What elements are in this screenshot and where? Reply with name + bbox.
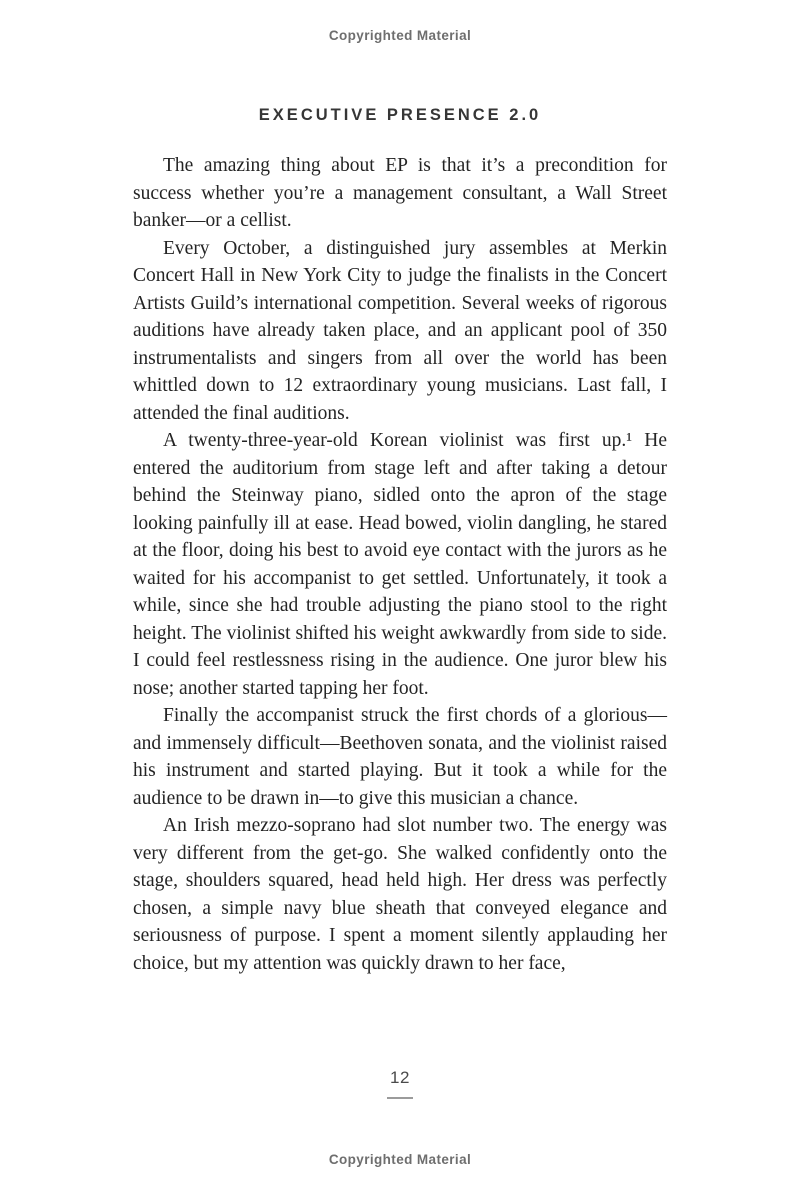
paragraph: A twenty-three-year-old Korean violinist was first up.¹ He entered the auditorium from stage left and after taking a detour behind the Steinway piano, sidled onto the apron of the stage looking painfully ill at ease. Head bowed, violin dangling, he stared at the floor, doing his best to avoid eye contact with the jurors as he waited for his accompanist to get settled. Unfortunately, it took a while, since she had trouble adjusting the piano stool to the right height. The violinist shifted his weight awkwardly from side to side. I could feel restlessness rising in the audience. One juror blew his nose; another started tapping her foot. — [133, 430, 667, 699]
page-number: 12 — [390, 1068, 410, 1087]
copyright-notice-bottom: Copyrighted Material — [328, 1152, 472, 1167]
chapter-title: EXECUTIVE PRESENCE 2.0 — [258, 106, 542, 124]
page-footer — [0, 1068, 800, 1099]
copyright-notice-top: Copyrighted Material — [328, 28, 472, 43]
paragraph: Finally the accompanist struck the first chords of a glorious—and immensely difficult—Beethoven sonata, and the violinist raised his instrument and started playing. But it took a while for the audience to be drawn in—to give this musician a chance. — [133, 705, 667, 809]
page-body — [133, 152, 667, 977]
paragraph: The amazing thing about EP is that it’s a precondition for success whether you’re a management consultant, a Wall Street banker—or a cellist. — [133, 155, 667, 231]
paragraph: An Irish mezzo-soprano had slot number two. The energy was very different from the get-go. She walked confidently onto the stage, shoulders squared, head held high. Her dress was perfectly chosen, a simple navy blue sheath that conveyed elegance and seriousness of purpose. I spent a moment silently applauding her choice, but my attention was quickly drawn to her face, — [133, 815, 667, 974]
page-number-rule — [387, 1097, 413, 1099]
paragraph: Every October, a distinguished jury assembles at Merkin Concert Hall in New York City to judge the finalists in the Concert Artists Guild’s international competition. Several weeks of rigorous auditions have already taken place, and an applicant pool of 350 instrumentalists and singers from all over the world has been whittled down to 12 extraordinary young musicians. Last fall, I attended the final auditions. — [133, 237, 667, 424]
